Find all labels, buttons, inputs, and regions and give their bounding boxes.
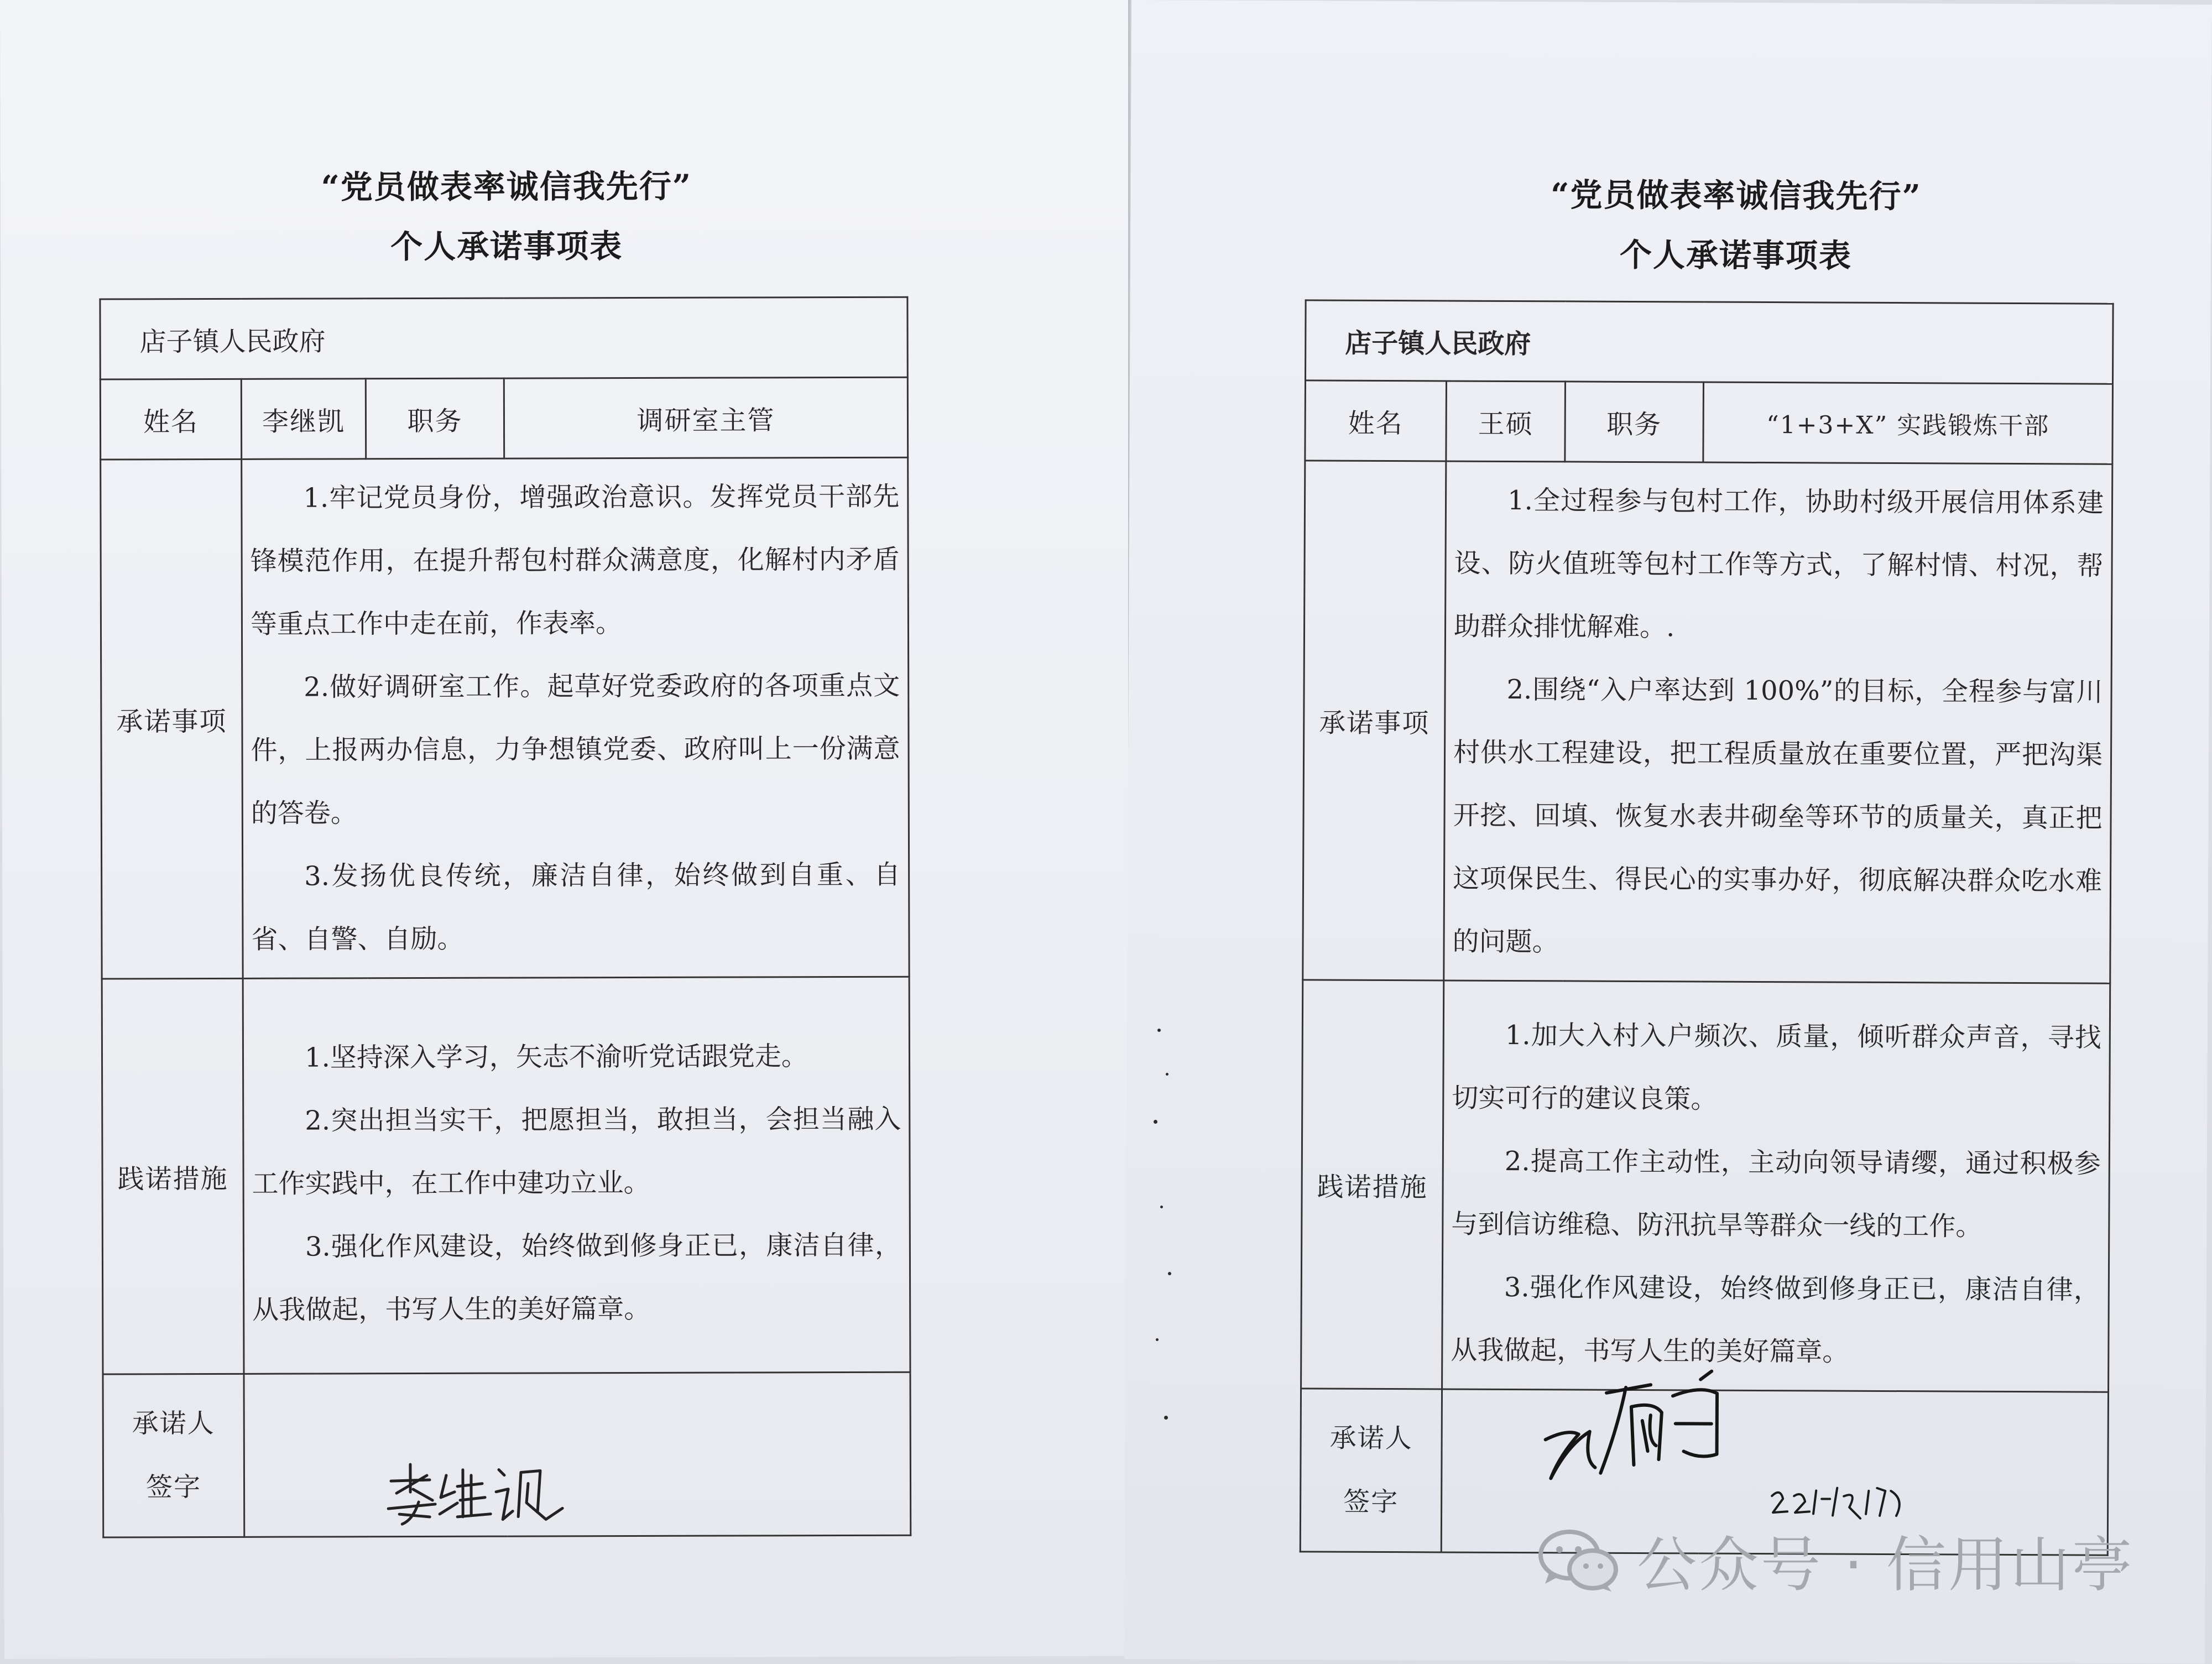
- right-measure-item: 2.提高工作主动性，主动向领导请缨，通过积极参与到信访维稳、防汛抗旱等群众一线的工作。: [1451, 1145, 2101, 1242]
- right-commitment-item: 2.围绕“入户率达到 100%”的目标，全程参与富川村供水工程建设，把工程质量放在重要位置，严把沟渠开挖、回填、恢复水表井砌垒等环节的质量关，真正把这项保民生、得民心的实事办好，彻底解决群众吃水难的问题。: [1452, 674, 2103, 958]
- ink-speck: [1160, 1206, 1163, 1208]
- right-measure-item: 3.强化作风建设，始终做到修身正已，康洁自律，从我做起，书写人生的美好篇章。: [1451, 1271, 2100, 1368]
- right-position-value: “1+3+X” 实践锻炼干部: [1703, 382, 2113, 464]
- ink-speck: [1156, 1338, 1159, 1341]
- left-form-title: [166, 156, 847, 277]
- right-position-label: 职务: [1565, 382, 1704, 462]
- left-signature-label: [103, 1374, 244, 1537]
- left-signature-cell: [244, 1372, 911, 1537]
- left-commitments-cell: [242, 457, 909, 978]
- right-commitments-cell: [1444, 461, 2112, 983]
- right-signature-label-line1: 承诺人: [1329, 1422, 1413, 1454]
- left-handwritten-signature: [380, 1458, 568, 1531]
- watermark-text: 公众号 · 信用山亭: [1637, 1530, 2134, 1600]
- right-name-label: 姓名: [1305, 380, 1447, 461]
- right-measures-cell: [1442, 980, 2110, 1392]
- right-measures-label: 践诺措施: [1301, 980, 1444, 1389]
- right-handwritten-signature: [1534, 1362, 1767, 1496]
- left-measures-label: 践诺措施: [102, 978, 244, 1374]
- left-commitment-item: 2.做好调研室工作。起草好党委政府的各项重点文件，上报两办信息，力争想镇党委、政府叫上一份满意的答卷。: [251, 670, 900, 829]
- left-signature-label-line2: 签字: [145, 1472, 202, 1503]
- left-measure-item: 1.坚持深入学习，矢志不渝听党话跟党走。: [304, 1041, 808, 1073]
- left-form-title-line1: “党员做表率诚信我先行”: [321, 167, 692, 206]
- ink-speck: [1166, 1073, 1168, 1076]
- right-form-title-line2: 个人承诺事项表: [1619, 236, 1853, 275]
- ink-speck: [1157, 1029, 1161, 1032]
- right-form-sheet: [1124, 0, 2212, 1663]
- left-name-value: 李继凯: [241, 379, 366, 460]
- left-commitments-label: 承诺事项: [101, 459, 243, 979]
- wechat-icon: [1537, 1526, 1620, 1593]
- left-position-label: 职务: [366, 378, 504, 459]
- right-signature-label-line2: 签字: [1343, 1486, 1399, 1518]
- watermark: [1537, 1518, 2201, 1601]
- right-form-title: [1440, 164, 2032, 286]
- left-signature-label-line1: 承诺人: [132, 1407, 215, 1439]
- ink-speck: [1168, 1272, 1171, 1275]
- right-name-value: 王硕: [1446, 381, 1566, 462]
- right-organization: 店子镇人民政府: [1306, 300, 2114, 384]
- right-form-title-line1: “党员做表率诚信我先行”: [1550, 176, 1922, 216]
- left-commitment-item: 1.牢记党员身份，增强政治意识。发挥党员干部先锋模范作用，在提升帮包村群众满意度，化解村内矛盾等重点工作中走在前，作表率。: [250, 481, 900, 640]
- ink-speck: [1164, 1416, 1168, 1420]
- right-commitment-item: 1.全过程参与包村工作，协助村级开展信用体系建设、防火值班等包村工作等方式，了解村情、村况，帮助群众排忧解难。.: [1453, 484, 2104, 643]
- left-position-value: 调研室主管: [504, 377, 907, 458]
- left-measure-item: 3.强化作风建设，始终做到修身正已，康洁自律，从我做起，书写人生的美好篇章。: [252, 1229, 901, 1326]
- left-measures-cell: [243, 977, 910, 1374]
- right-measure-item: 1.加大入村入户频次、质量，倾听群众声音，寻找切实可行的建议良策。: [1452, 1019, 2101, 1115]
- ink-speck: [1154, 1120, 1157, 1124]
- left-name-label: 姓名: [100, 379, 241, 460]
- left-organization: 店子镇人民政府: [100, 297, 907, 379]
- right-signature-label: [1300, 1389, 1442, 1552]
- left-commitment-table: [99, 296, 911, 1538]
- left-commitment-item: 3.发扬优良传统，廉洁自律，始终做到自重、自省、自警、自励。: [251, 859, 901, 955]
- right-commitments-label: 承诺事项: [1303, 461, 1446, 980]
- left-measure-item: 2.突出担当实干，把愿担当，敢担当，会担当融入工作实践中，在工作中建功立业。: [252, 1103, 901, 1199]
- left-form-title-line2: 个人承诺事项表: [390, 227, 623, 266]
